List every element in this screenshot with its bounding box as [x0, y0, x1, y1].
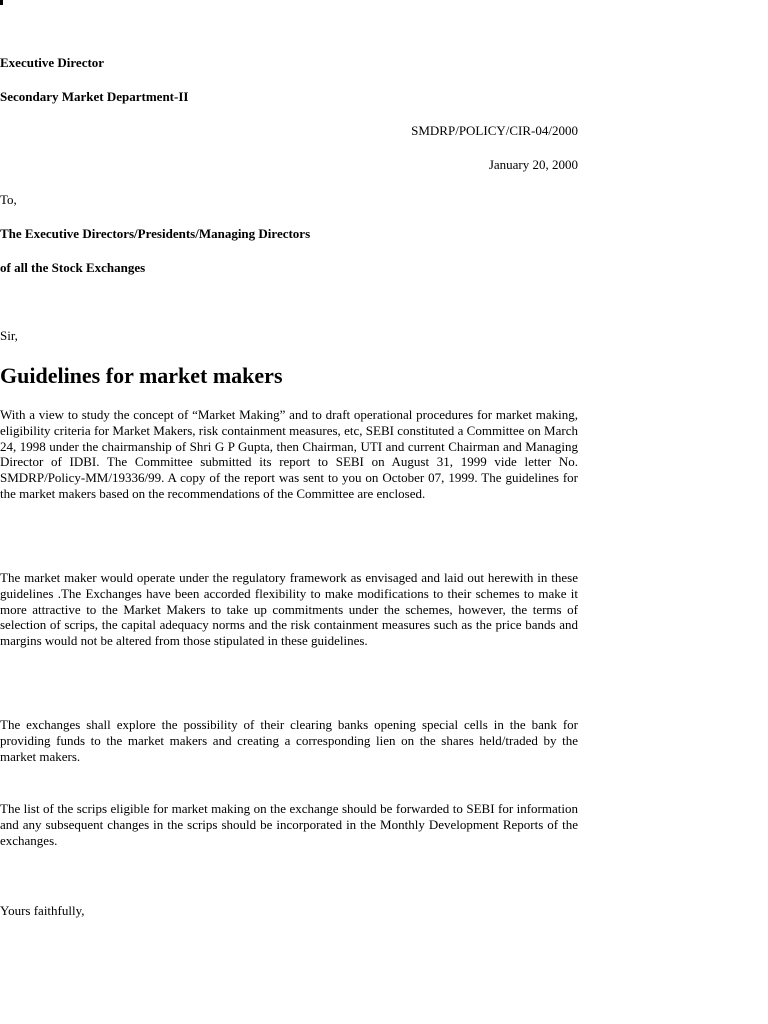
- recipient-line-1: The Executive Directors/Presidents/Managing Directors: [0, 226, 311, 241]
- closing: Yours faithfully,: [0, 903, 85, 918]
- recipient-line-2: of all the Stock Exchanges: [0, 260, 146, 275]
- reference-number: SMDRP/POLICY/CIR-04/2000: [411, 123, 578, 138]
- recipient-to: To,: [0, 192, 17, 207]
- salutation: Sir,: [0, 328, 18, 343]
- body-paragraph-4: The list of the scrips eligible for market making on the exchange should be forwarded to SEBI for information and any subsequent changes in the scrips should be incorporated in the Monthly Development Reports of the exchanges.: [0, 801, 578, 848]
- page-title: Guidelines for market makers: [0, 363, 283, 388]
- letter-date: January 20, 2000: [488, 157, 578, 172]
- sender-title: Executive Director: [0, 55, 105, 70]
- body-paragraph-3: The exchanges shall explore the possibility of their clearing banks opening special cells in the bank for providing funds to the market makers and creating a corresponding lien on the shares held/traded by the market makers.: [0, 717, 578, 764]
- body-paragraph-1: With a view to study the concept of “Market Making” and to draft operational procedures for market making, eligibility criteria for Market Makers, risk containment measures, etc, SEBI constituted a Committee on March 24, 1998 under the chairmanship of Shri G P Gupta, then Chairman, UTI and current Chairman and Managing Director of IDBI. The Committee submitted its report to SEBI on August 31, 1999 vide letter No. SMDRP/Policy-MM/19336/99. A copy of the report was sent to you on October 07, 1999. The guidelines for the market makers based on the recommendations of the Committee are enclosed.: [0, 407, 578, 501]
- sender-department: Secondary Market Department-II: [0, 89, 189, 104]
- body-paragraph-2: The market maker would operate under the regulatory framework as envisaged and laid out herewith in these guidelines .The Exchanges have been accorded flexibility to make modifications to their schemes to make it more attractive to the Market Makers to take up commitments under the schemes, however, the terms of selection of scrips, the capital adequacy norms and the risk containment measures such as the price bands and margins would not be altered from those stipulated in these guidelines.: [0, 570, 578, 649]
- page-corner-mark: [0, 0, 3, 5]
